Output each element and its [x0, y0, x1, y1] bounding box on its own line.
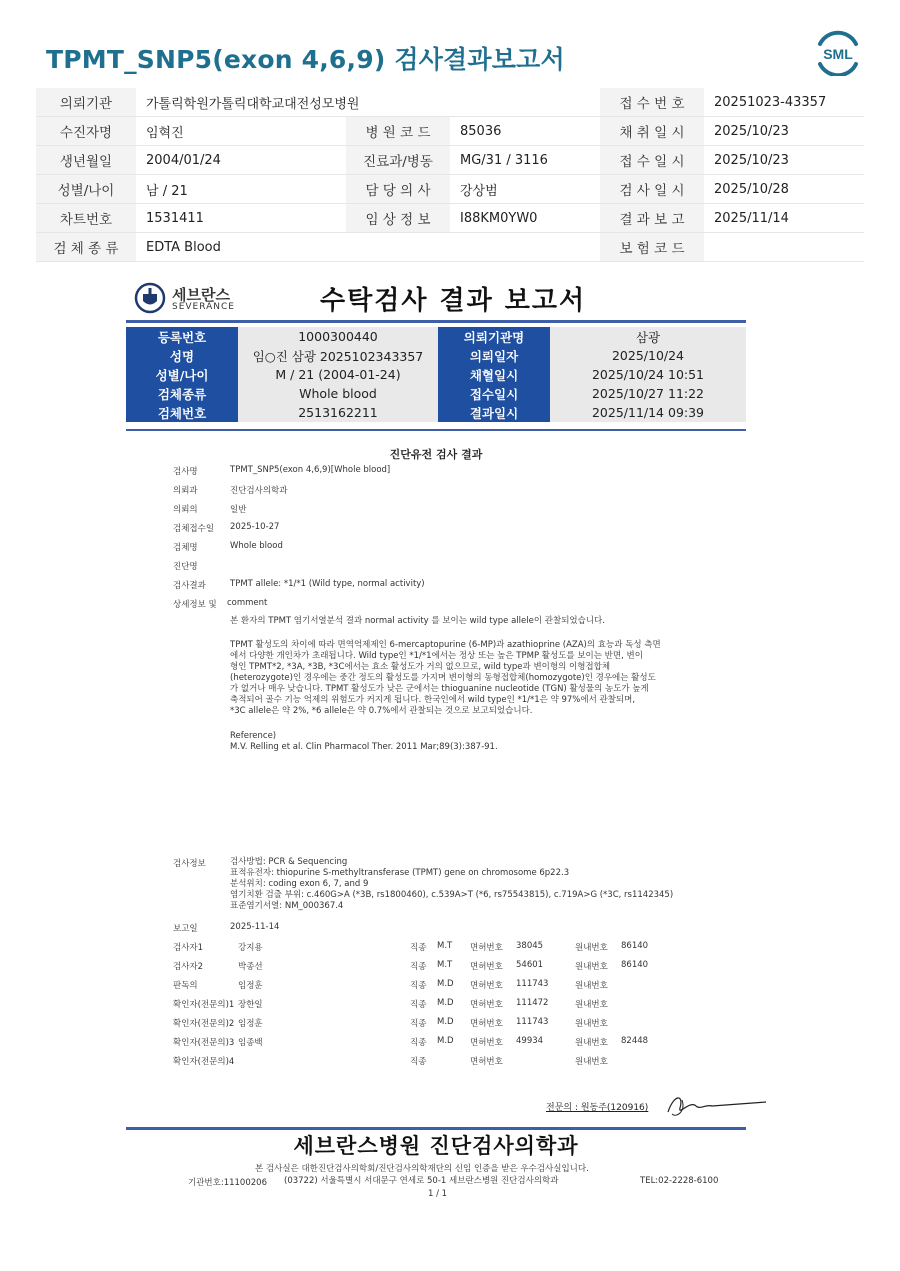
staff-role: 확인자(전문의)1: [173, 1000, 235, 1010]
staff-internal-label: 원내번호: [575, 1019, 608, 1029]
label-cell: 등록번호: [126, 327, 238, 346]
staff-license: 111743: [516, 979, 549, 989]
severance-name: 세브란스: [172, 286, 230, 304]
label-cell: 병 원 코 드: [346, 117, 450, 146]
reference-label: Reference): [230, 731, 277, 741]
comment-line: 축적되어 골수 기능 억제의 위험도가 커지게 됩니다. 한국인에서 wild type인 *1/*1은 약 97%에서 관찰되며,: [230, 695, 636, 705]
label-cell: 수진자명: [36, 117, 136, 146]
field-label: 상세정보 및: [173, 600, 217, 610]
section-title: 진단유전 검사 결과: [389, 448, 483, 461]
staff-role: 판독의: [173, 981, 198, 991]
staff-name: 강지용: [238, 943, 263, 953]
staff-role: 확인자(전문의)3: [173, 1038, 235, 1048]
staff-internal: 86140: [621, 960, 649, 970]
staff-name: 임종백: [238, 1038, 263, 1048]
staff-license-label: 면허번호: [470, 962, 503, 972]
test-info-block: [230, 857, 700, 912]
staff-job: M.D: [437, 1017, 454, 1027]
patient-info-table: [36, 88, 864, 262]
table-row: [36, 233, 864, 262]
staff-internal-label: 원내번호: [575, 1038, 608, 1048]
value-cell: 20251023-43357: [704, 88, 864, 117]
label-cell: 접수일시: [438, 384, 550, 403]
table-row: [126, 346, 746, 365]
label-cell: 의뢰기관: [36, 88, 136, 117]
field-value: 일반: [230, 505, 247, 515]
field-value: 진단검사의학과: [230, 486, 288, 496]
value-cell: 2025/11/14 09:39: [550, 403, 746, 422]
staff-job-label: 직종: [410, 1038, 427, 1048]
value-cell: M / 21 (2004-01-24): [238, 365, 438, 384]
staff-license-label: 면허번호: [470, 943, 503, 953]
label-cell: 접 수 번 호: [600, 88, 704, 117]
severance-info-table: [126, 327, 746, 422]
table-row: [36, 117, 864, 146]
label-cell: 차트번호: [36, 204, 136, 233]
institution-number: 기관번호:11100206: [188, 1178, 267, 1188]
staff-license-label: 면허번호: [470, 1000, 503, 1010]
value-cell: 2025/10/24: [550, 346, 746, 365]
table-row: [126, 365, 746, 384]
label-cell: 성명: [126, 346, 238, 365]
value-cell: 2025/11/14: [704, 204, 864, 233]
value-cell: [704, 233, 864, 262]
field-value: Whole blood: [230, 541, 283, 551]
value-cell: 임혁진: [136, 117, 346, 146]
test-info-label: 검사정보: [173, 859, 206, 869]
test-info-line: 염기치환 검출 부위: c.460G>A (*3B, rs1800460), c.539A>T (*6, rs75543815), c.719A>G (*3C, rs1142345): [230, 890, 674, 900]
table-row: [126, 403, 746, 422]
staff-license: 54601: [516, 960, 544, 970]
value-cell: 가톨릭학원가톨릭대학교대전성모병원: [136, 88, 600, 117]
value-cell: I88KM0YW0: [450, 204, 600, 233]
label-cell: 의뢰일자: [438, 346, 550, 365]
field-label: 진단명: [173, 562, 198, 572]
staff-name: 박종선: [238, 962, 263, 972]
staff-internal: 82448: [621, 1036, 649, 1046]
reference-text: M.V. Relling et al. Clin Pharmacol Ther. 2011 Mar;89(3):387-91.: [230, 742, 498, 752]
comment-summary: [230, 616, 700, 627]
value-cell: 1000300440: [238, 327, 438, 346]
value-cell: 2025/10/24 10:51: [550, 365, 746, 384]
label-cell: 결 과 보 고: [600, 204, 704, 233]
staff-internal: 86140: [621, 941, 649, 951]
label-cell: 진료과/병동: [346, 146, 450, 175]
severance-header: [130, 280, 748, 320]
label-cell: 의뢰기관명: [438, 327, 550, 346]
field-value: comment: [227, 598, 268, 608]
field-value: 2025-10-27: [230, 522, 280, 532]
value-cell: 1531411: [136, 204, 346, 233]
staff-internal-label: 원내번호: [575, 1000, 608, 1010]
footer-tel: TEL:02-2228-6100: [640, 1176, 719, 1186]
severance-emblem-icon: [134, 282, 166, 314]
footer-address: (03722) 서울특별시 서대문구 연세로 50-1 세브란스병원 진단검사의학과: [284, 1176, 559, 1186]
staff-role: 확인자(전문의)2: [173, 1019, 235, 1029]
value-cell: MG/31 / 3116: [450, 146, 600, 175]
staff-license: 111472: [516, 998, 549, 1008]
comment-line: 에서 다양한 개인차가 초래됩니다. Wild type인 *1/*1에서는 정상 또는 높은 TPMP 활성도를 보이는 반면, 변이: [230, 651, 643, 661]
staff-license-label: 면허번호: [470, 1038, 503, 1048]
divider: [126, 320, 746, 323]
field-label: 검사명: [173, 467, 198, 477]
label-cell: 담 당 의 사: [346, 175, 450, 204]
staff-license-label: 면허번호: [470, 1057, 503, 1067]
table-row: [36, 175, 864, 204]
comment-line: TPMT 활성도의 차이에 따라 면역억제제인 6-mercaptopurine (6-MP)과 azathioprine (AZA)의 효능과 독성 측면: [230, 640, 661, 650]
value-cell: 2004/01/24: [136, 146, 346, 175]
handwritten-signature: [660, 1090, 770, 1120]
label-cell: 성별/나이: [36, 175, 136, 204]
label-cell: 채 취 일 시: [600, 117, 704, 146]
test-info-line: 분석위치: coding exon 6, 7, and 9: [230, 879, 369, 889]
label-cell: 성별/나이: [126, 365, 238, 384]
consignment-report-title: 수탁검사 결과 보고서: [320, 286, 587, 316]
staff-job-label: 직종: [410, 981, 427, 991]
label-cell: 검 사 일 시: [600, 175, 704, 204]
value-cell: 남 / 21: [136, 175, 346, 204]
staff-name: 임정훈: [238, 981, 263, 991]
staff-role: 검사자1: [173, 943, 204, 953]
staff-internal-label: 원내번호: [575, 1057, 608, 1067]
label-cell: 검 체 종 류: [36, 233, 136, 262]
value-cell: 2025/10/27 11:22: [550, 384, 746, 403]
report-date: 2025-11-14: [230, 922, 280, 932]
staff-job-label: 직종: [410, 1019, 427, 1029]
field-value: TPMT allele: *1/*1 (Wild type, normal activity): [230, 579, 425, 589]
value-cell: 2513162211: [238, 403, 438, 422]
value-cell: 2025/10/23: [704, 146, 864, 175]
label-cell: 생년월일: [36, 146, 136, 175]
footer-title: 세브란스병원 진단검사의학과: [293, 1134, 579, 1158]
page-number: 1 / 1: [428, 1189, 448, 1199]
staff-name: 장한일: [238, 1000, 263, 1010]
staff-role: 검사자2: [173, 962, 204, 972]
value-cell: 삼광: [550, 327, 746, 346]
staff-job: M.T: [437, 960, 453, 970]
report-date-label: 보고일: [173, 924, 198, 934]
label-cell: 임 상 정 보: [346, 204, 450, 233]
divider: [126, 429, 746, 431]
staff-name: 임정훈: [238, 1019, 263, 1029]
staff-job-label: 직종: [410, 943, 427, 953]
label-cell: 검체종류: [126, 384, 238, 403]
staff-internal-label: 원내번호: [575, 962, 608, 972]
severance-name-en: SEVERANCE: [172, 302, 235, 312]
comment-line: 가 없거나 매우 낮습니다. TPMT 활성도가 낮은 군에서는 thioguanine nucleotide (TGN) 활성물의 농도가 높게: [230, 684, 649, 694]
field-label: 검체접수일: [173, 524, 215, 534]
specialist-signature-label: 전문의 : 원동주(120916): [546, 1103, 649, 1113]
staff-job: M.D: [437, 1036, 454, 1046]
staff-job: M.T: [437, 941, 453, 951]
comment-line: (heterozygote)인 경우에는 중간 정도의 활성도를 가지며 변이형의 동형접합체(homozygote)인 경우에는 활성도: [230, 673, 656, 683]
reference-block: [230, 731, 700, 753]
label-cell: 검체번호: [126, 403, 238, 422]
comment-line: 본 환자의 TPMT 염기서열분석 결과 normal activity 를 보이는 wild type allele이 관찰되었습니다.: [230, 616, 605, 626]
staff-role: 확인자(전문의)4: [173, 1057, 235, 1067]
value-cell: 85036: [450, 117, 600, 146]
table-row: [36, 88, 864, 117]
staff-internal-label: 원내번호: [575, 981, 608, 991]
logo-text: SML: [823, 46, 853, 62]
field-label: 의뢰의: [173, 505, 198, 515]
staff-internal-label: 원내번호: [575, 943, 608, 953]
field-label: 의뢰과: [173, 486, 198, 496]
test-info-line: 표준염기서열: NM_000367.4: [230, 901, 344, 911]
value-cell: 2025/10/28: [704, 175, 864, 204]
field-value: TPMT_SNP5(exon 4,6,9)[Whole blood]: [230, 465, 391, 475]
staff-job-label: 직종: [410, 962, 427, 972]
label-cell: 채혈일시: [438, 365, 550, 384]
staff-job-label: 직종: [410, 1000, 427, 1010]
sml-logo: [812, 30, 864, 76]
value-cell: 2025/10/23: [704, 117, 864, 146]
staff-license-label: 면허번호: [470, 1019, 503, 1029]
label-cell: 접 수 일 시: [600, 146, 704, 175]
value-cell: Whole blood: [238, 384, 438, 403]
footer-accreditation: 본 검사실은 대한진단검사의학회/진단검사의학재단의 신임 인증을 받은 우수검사실입니다.: [255, 1164, 589, 1174]
comment-line: *3C allele은 약 2%, *6 allele은 약 0.7%에서 관찰되는 것으로 보고되었습니다.: [230, 706, 533, 716]
test-info-line: 검사방법: PCR & Sequencing: [230, 857, 348, 867]
field-label: 검사결과: [173, 581, 206, 591]
table-row: [126, 384, 746, 403]
value-cell: 임○진 삼광 2025102343357: [238, 346, 438, 365]
staff-license: 111743: [516, 1017, 549, 1027]
label-cell: 결과일시: [438, 403, 550, 422]
staff-job: M.D: [437, 998, 454, 1008]
table-row: [126, 327, 746, 346]
value-cell: 강상범: [450, 175, 600, 204]
comment-detail: [230, 640, 700, 717]
staff-license: 38045: [516, 941, 544, 951]
value-cell: EDTA Blood: [136, 233, 600, 262]
field-label: 검체명: [173, 543, 198, 553]
staff-license-label: 면허번호: [470, 981, 503, 991]
table-row: [36, 146, 864, 175]
table-row: [36, 204, 864, 233]
staff-license: 49934: [516, 1036, 544, 1046]
staff-job-label: 직종: [410, 1057, 427, 1067]
comment-line: 형인 TPMT*2, *3A, *3B, *3C에서는 효소 활성도가 거의 없으므로, wild type과 변이형의 이형접합체: [230, 662, 611, 672]
staff-job: M.D: [437, 979, 454, 989]
test-info-line: 표적유전자: thiopurine S-methyltransferase (TPMT) gene on chromosome 6p22.3: [230, 868, 570, 878]
report-title: TPMT_SNP5(exon 4,6,9) 검사결과보고서: [46, 45, 565, 74]
label-cell: 보 험 코 드: [600, 233, 704, 262]
